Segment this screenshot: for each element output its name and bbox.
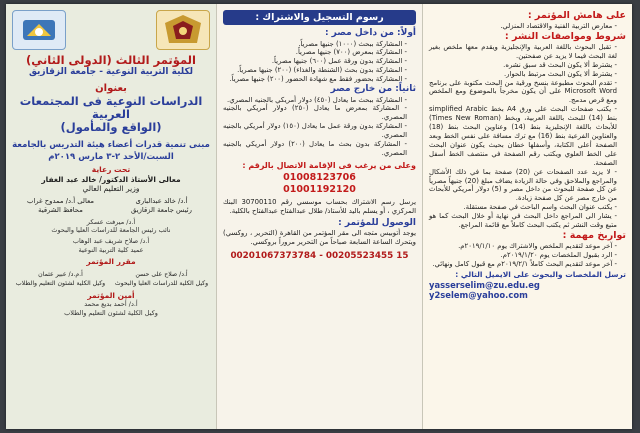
patron-label: تحت رعاية (91, 165, 131, 174)
egypt-fees-label: أولاً: من داخل مصر : (324, 28, 416, 38)
rapporteur-right-role: وكيل الكلية للدراسات العليا والبحوث (114, 279, 209, 287)
by-title-label: بعنوان (95, 83, 127, 94)
abroad-fees-label: ثانياً: من خارج مصر (330, 84, 416, 95)
access-text: يوجد أتوبيس متجه الى مقر المؤتمر من القاهرة (التحرير ، روكسي) ويتحرك الساعة السابعة صباحاً من التحرير مروراً بروكسي. (223, 229, 416, 247)
rapporteur-left: أ.م.د/ عبير عثمان (38, 270, 83, 278)
abroad-fees-list (223, 96, 416, 158)
list-item: - المشاركة بحضور فقط مع شهادة الحضور (٢٠٠) جنيها مصرياً. (223, 75, 407, 84)
list-item: - آخر موعد لتقديم الملخص والاشتراك يوم ٢٠١٩/١/١٠م. (429, 242, 617, 251)
list-item: - يشار الى المراجع داخل البحث في نهاية أو خلال البحث كما هو متبع وقت النشر ثم يكتب البحث كاملاً مع قائمة المراجع. (429, 212, 617, 230)
conference-brochure (6, 4, 632, 429)
governor-president-row (12, 197, 210, 206)
rapporteurs-row (12, 270, 210, 279)
list-item: - معارض التربية الفنية والاقتصاد المنزلي. (429, 22, 617, 31)
registration-fees-header: رسوم التسجيل والاشتراك : (223, 10, 416, 25)
brochure-left-panel (6, 4, 216, 429)
list-item: - المشاركة ببحث (١٠٠٠) جنيها مصرياً. (223, 40, 407, 49)
college-name: لكلية التربية النوعية - جامعة الزقازيق (28, 67, 194, 77)
email-2[interactable]: y2selem@yahoo.com (429, 290, 528, 301)
president-role: رئيس جامعة الزقازيق (131, 205, 192, 214)
governor-name: معالى أ.د/ ممدوح غراب (27, 196, 94, 205)
main-title: الدراسات النوعية فى المجتمعات العربية (19, 94, 203, 121)
list-item: - يشترط ألا يكون البحث قد سبق نشره. (429, 61, 617, 70)
secretary-role: وكيل الكلية لشئون التعليم والطلاب (64, 308, 158, 317)
rapporteur-label: مقرر المؤتمر (86, 257, 136, 267)
vice-president-role: نائب رئيس الجامعة للدراسات العليا والبحوث (51, 225, 171, 234)
accommodation-label: وعلى من يرغب فى الإقامة الاتصال بالرقم : (242, 160, 416, 170)
egypt-fees-list (223, 40, 416, 85)
sidelines-list (429, 22, 626, 31)
dean-name: أ.د/ صلاح شريف عبد الوهاب (72, 237, 150, 246)
college-logo-icon (12, 10, 66, 50)
conference-dates: السبت/الأحد ٢-٣ مارس ٢٠١٩م (48, 152, 174, 162)
patron-role: وزير التعليم العالي (82, 184, 140, 193)
list-item: - المشاركة ببحث ما يعادل (٤٥٠) دولار أمريكي بالجنيه المصري. (223, 96, 407, 105)
secretary-name: أ.د/ أحمد بديع محمد (84, 300, 138, 309)
brochure-right-panel (423, 4, 632, 429)
rapporteur-right: أ.د/ صلاح على حسن (135, 270, 188, 278)
publishing-specs-header: شروط ومواصفات النشر : (504, 30, 626, 42)
venue-text: مبنى تنمية قدرات أعضاء هيئة التدريس بالجامعة (12, 140, 210, 150)
list-item: - المشاركة بدون بحث ما يعادل (٢٠٠) دولار أمريكي بالجنيه المصري. (223, 140, 407, 158)
list-item: - المشاركة بدون ورقة عمل (٦٠٠) جنيها مصرياً. (223, 57, 407, 66)
list-item: - لا يزيد عدد الصفحات عن (20) صفحة بما في ذلك الأشكال والمراجع والملاحق وفي حالة الزيادة يضاف مبلغ (20) جنيهاً مصرياً عن كل صفحة للبحوث من داخل مصر و (5) دولار أمريكي للأبحاث من خارج مصر عن كل صفحة زيادة. (429, 168, 617, 204)
rapporteurs-roles (12, 279, 210, 288)
accommodation-phone-2: 01001192120 (283, 183, 356, 195)
conference-title: المؤتمر الثالث (الدولى الثاني) (26, 53, 196, 67)
access-label: الوصول للمؤتمر : (338, 217, 416, 228)
important-dates-header: تواريخ مهمة : (562, 229, 626, 241)
list-item: - المشاركة بمعرض (٧٠٠) جنيها مصرياً. (223, 48, 407, 57)
logo-row (12, 10, 210, 50)
list-item: - الرد بقبول الملخصات يوم ٢٠١٩/١/٢٠م. (429, 251, 617, 260)
list-item: - المشاركة بدون ورقة عمل ما يعادل (١٥٠) دولار أمريكي بالجنيه المصري. (223, 122, 407, 140)
list-item: - يشترط ألا يكون البحث مرتبط بالحوار. (429, 70, 617, 79)
dean-role: عميد كلية التربية النوعية (78, 245, 144, 254)
list-item: - المشاركة بدون بحث (الشنطة والغذاء) (٢٠٠) جنيها مصرياً. (223, 66, 407, 75)
patron-name: معالى الأستاذ الدكتور/ خالد عبد الغفار (41, 174, 181, 184)
governor-role: محافظ الشرقية (38, 205, 83, 214)
vice-president-name: أ.د/ ميرفت عسكر (86, 217, 136, 226)
email-label: ترسل الملخصات والبحوث على الايميل التالي : (455, 269, 626, 279)
accommodation-phone-1: 01008123706 (283, 171, 356, 183)
governor-president-roles (12, 206, 210, 215)
president-name: أ.د/ خالد عبدالبارى (135, 196, 188, 205)
list-item: - آخر موعد لتقديم البحث كاملاً ٢٠١٩/٢/١م مع قبول كامل ونهائي. (429, 260, 617, 269)
list-item: - يكتب عنوان البحث واسم الباحث في صفحة مستقلة. (429, 203, 617, 212)
contact-phones: 00201067373784 - 00205523455 15 (230, 251, 409, 261)
list-item: - تقدم البحوث مطبوعة بنسخ ورقية من البحث مكتوبة على برنامج Microsoft Word على أن يكون مخرجاً بالموضوع ومع الملخص ومع قرص مدمج. (429, 79, 617, 106)
university-logo-icon (156, 10, 210, 50)
list-item: - تقبل البحوث باللغة العربية والإنجليزية ويقدم معها ملخص بغير لغة البحث فيما لا يزيد عن صفحتين. (429, 43, 617, 61)
brochure-middle-panel (216, 4, 423, 429)
secretary-label: أمين المؤتمر (87, 290, 135, 300)
sidelines-header: على هامش المؤتمر : (527, 10, 626, 21)
publishing-specs-list (429, 43, 626, 230)
email-1[interactable]: yasserselim@zu.edu.eg (429, 280, 540, 291)
list-item: - يكتب صفحات البحث على ورق A4 بخط simplified Arabic بنط (14) للبحث باللغة العربية، وبخط (Times New Roman) للأبحاث باللغة الإنجليزية بنط (14) وعناوين البحث بنط (18) والعناوين الفرعية بنط (16) مع ترك مسافة على نفس الخط وبعد الصفحة أعلى الكتابة، وأسفلها خطان بحيث يكون عنوان البحث على الخط العلوي ويكتب رقم الصفحة في منتصف الخط أسفل الصفحة. (429, 105, 617, 167)
payment-transfer-text: يرسل رسم الاشتراك بحساب موسسي رقم 30700110 البنك المركزي ، أو يسلم باليد للأستاذ/ طلال عبدالفتاح عبدالفتاح بالكلية. (223, 197, 417, 215)
main-subtitle: (الواقع والمأمول) (60, 120, 162, 134)
list-item: - المشاركة بمعرض ما يعادل (٢٥٠) دولار أمريكي بالجنيه المصري. (223, 104, 407, 122)
important-dates-list (429, 242, 626, 269)
rapporteur-left-role: وكيل الكلية لشئون التعليم والطلاب (15, 279, 106, 287)
